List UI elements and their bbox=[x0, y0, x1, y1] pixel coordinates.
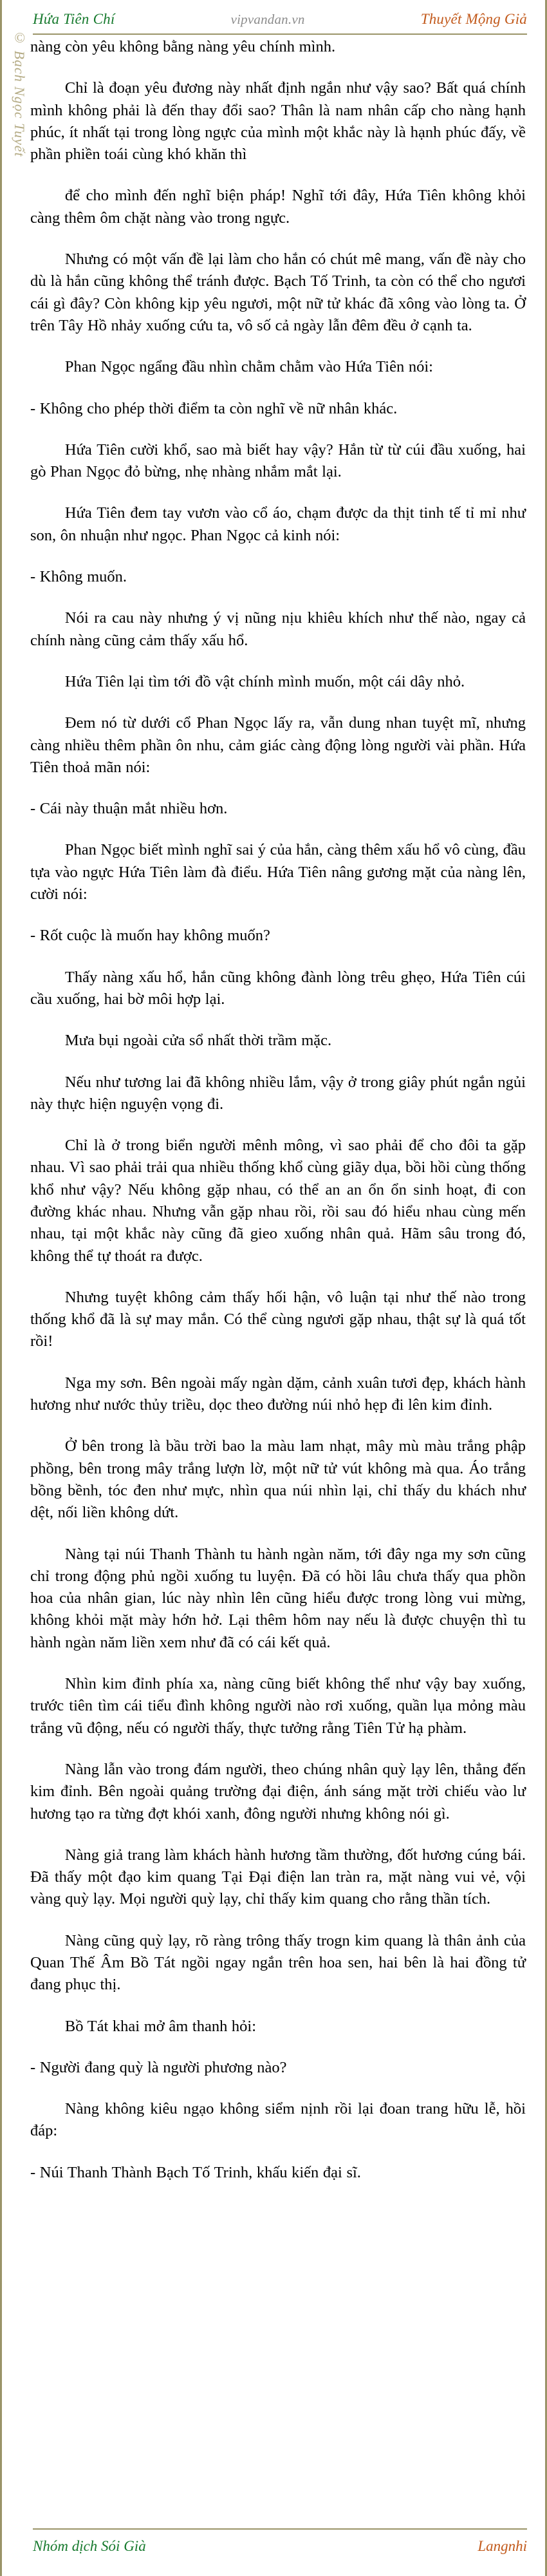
paragraph: Ở bên trong là bầu trời bao la màu lam nhạt, mây mù màu trắng phập phồng, bên trong mây trắng lượn lờ, một nữ tử vút không mà qua. Áo trắng bồng bềnh, tóc đen như mực, nhìn qua núi nhìn lại, chỉ thấy du khách như dệt, nối liền không dứt. bbox=[30, 1437, 526, 1522]
paragraph: Hứa Tiên lại tìm tới đồ vật chính mình muốn, một cái dây nhỏ. bbox=[64, 672, 465, 690]
header-author-name: Thuyết Mộng Giả bbox=[420, 11, 527, 27]
page-body bbox=[30, 36, 526, 2499]
dialogue-line: - Không cho phép thời điểm ta còn nghĩ về nữ nhân khác. bbox=[30, 399, 398, 417]
paragraph: Nga my sơn. Bên ngoài mấy ngàn dặm, cảnh xuân tươi đẹp, khách hành hương như nước thủy triều, dọc theo đường núi nhỏ hẹp đi lên kim đỉnh. bbox=[30, 1374, 526, 1414]
paragraph: Nàng lẫn vào trong đám người, theo chúng nhân quỳ lạy lên, thẳng đến kim đỉnh. Bên ngoài quảng trường đại điện, ánh sáng mặt trời chiếu vào lư hương tạo ra từng đợt khói xanh, đông người nhưng không nói gì. bbox=[30, 1760, 526, 1823]
dialogue-line: - Núi Thanh Thành Bạch Tố Trinh, khấu kiến đại sĩ. bbox=[30, 2163, 361, 2181]
paragraph: Đem nó từ dưới cổ Phan Ngọc lấy ra, vẫn dung nhan tuyệt mĩ, nhưng càng nhiều thêm phần ôn nhu, cảm giác càng động lòng người vài phần. Hứa Tiên thoả mãn nói: bbox=[30, 714, 526, 776]
copyright-watermark: © Bạch Ngọc Tuyết bbox=[12, 30, 28, 157]
footer-translator-group: Nhóm dịch Sói Già bbox=[33, 2538, 146, 2554]
dialogue-line: - Người đang quỳ là người phương nào? bbox=[30, 2058, 287, 2076]
paragraph: Chỉ là ở trong biển người mênh mông, vì sao phải để cho đôi ta gặp nhau. Vì sao phải trải qua nhiều thống khổ cùng giãy dụa, bồi hồi cùng thống khổ như vậy? Nếu không gặp nhau, có thể an an ổn ổn sinh hoạt, đi con đường khác nhau. Nhưng vẫn gặp nhau rồi, rồi sau đó hiểu nhau cùng mến nhau, tại một khắc này cũng đã gieo xuống nhân quả. Hãm sâu trong đó, không thể tự thoát ra được. bbox=[30, 1137, 526, 1265]
paragraph: Nàng không kiêu ngạo không siểm nịnh rồi lại đoan trang hữu lễ, hồi đáp: bbox=[30, 2100, 526, 2140]
paragraph: Mưa bụi ngoài cửa sổ nhất thời trầm mặc. bbox=[64, 1032, 332, 1050]
paragraph: để cho mình đến nghĩ biện pháp! Nghĩ tới đây, Hứa Tiên không khỏi càng thêm ôm chặt nàng vào trong ngực. bbox=[30, 187, 526, 227]
dialogue-line: - Không muốn. bbox=[30, 568, 127, 586]
paragraph: Hứa Tiên cười khổ, sao mà biết hay vậy? Hắn từ từ cúi đầu xuống, hai gò Phan Ngọc đỏ bừng, nhẹ nhàng nhắm mắt lại. bbox=[30, 440, 526, 481]
page-header bbox=[33, 5, 527, 35]
paragraph: nàng còn yêu không bằng nàng yêu chính mình. bbox=[30, 38, 336, 55]
paragraph: Nàng tại núi Thanh Thành tu hành ngàn năm, tới đây nga my sơn cũng chỉ trong động phủ ngồi xuống tu luyện. Đã có hồi lâu chưa thấy qua phồn hoa của nhân gian, lúc này nhìn lên cũng hiểu được trong lòng vui mừng, không khỏi mặt mày hớn hở. Lại thêm hôm nay nếu là được chuyện thì tu hành ngàn năm liền xem như đã có cái kết quả. bbox=[30, 1545, 526, 1651]
paragraph: Nhìn kim đỉnh phía xa, nàng cũng biết không thể như vậy bay xuống, trước tiên tìm cái tiểu đình không người nào rơi xuống, quần lụa mỏng màu trắng vũ động, nếu có người thấy, thực tưởng rằng Tiên Tử hạ phàm. bbox=[30, 1675, 526, 1737]
paragraph: Nàng cũng quỳ lạy, rõ ràng trông thấy trogn kim quang là thân ảnh của Quan Thế Âm Bồ Tát ngồi ngay ngắn trên hoa sen, hai bên là hai đồng tử đang phục thị. bbox=[30, 1931, 526, 1994]
footer-credit: Langnhi bbox=[477, 2538, 527, 2554]
dialogue-line: - Cái này thuận mắt nhiều hơn. bbox=[30, 800, 228, 818]
paragraph: Hứa Tiên đem tay vươn vào cổ áo, chạm được da thịt tinh tế tỉ mỉ như son, ôn nhuận như ngọc. Phan Ngọc cả kinh nói: bbox=[30, 504, 526, 544]
header-site-url: vipvandan.vn bbox=[230, 11, 305, 27]
paragraph: Nhưng có một vấn đề lại làm cho hắn có chút mê mang, vấn đề này cho dù là hắn cũng không thể tránh được. Bạch Tố Trinh, ta còn có thể cho ngươi cái gì đây? Còn không kịp yêu ngươi, một nữ tử khác đã xông vào lòng ta. Ở trên Tây Hồ nhảy xuống cứu ta, vô số cả ngày lẫn đêm đều ở cạnh ta. bbox=[30, 251, 526, 334]
paragraph: Chỉ là đoạn yêu đương này nhất định ngắn như vậy sao? Bất quá chính mình không phải là đến thay đổi sao? Thân là nam nhân cấp cho nàng hạnh phúc, ít nhất tại trong lòng ngực của mình một khắc này là hạnh phúc đấy, về phần phiền toái cùng khó khăn thì bbox=[30, 79, 526, 164]
paragraph: Thấy nàng xấu hổ, hắn cũng không đành lòng trêu ghẹo, Hứa Tiên cúi cầu xuống, hai bờ môi hợp lại. bbox=[30, 968, 526, 1008]
paragraph: Bồ Tát khai mở âm thanh hỏi: bbox=[64, 2017, 257, 2035]
header-book-title: Hứa Tiên Chí bbox=[33, 11, 115, 27]
paragraph: Phan Ngọc biết mình nghĩ sai ý của hắn, càng thêm xấu hổ vô cùng, đầu tựa vào ngực Hứa Tiên làm đà điểu. Hứa Tiên nâng gương mặt của nàng lên, cười nói: bbox=[30, 841, 526, 904]
paragraph: Nàng giả trang làm khách hành hương tầm thường, đốt hương cúng bái. Đã thấy một đạo kim quang Tại Đại điện lan tràn ra, mặt nàng vui vẻ, vội vàng quỳ lạy. Mọi người quỳ lạy, chỉ thấy kim quang cho rằng thần tích. bbox=[30, 1846, 526, 1908]
paragraph: Nếu như tương lai đã không nhiều lắm, vậy ở trong giây phút ngắn ngủi này thực hiện nguyện vọng đi. bbox=[30, 1073, 526, 1113]
paragraph: Nói ra cau này nhưng ý vị nũng nịu khiêu khích như thế nào, ngay cả chính nàng cũng cảm thấy xấu hổ. bbox=[30, 609, 526, 649]
paragraph: Phan Ngọc ngẩng đầu nhìn chằm chằm vào Hứa Tiên nói: bbox=[64, 358, 433, 376]
page-footer bbox=[33, 2528, 527, 2559]
paragraph: Nhưng tuyệt không cảm thấy hối hận, vô luận tại như thế nào trong thống khổ đã là sự may mắn. Có thể cùng ngươi gặp nhau, thật sự là quá tốt rồi! bbox=[30, 1288, 526, 1350]
dialogue-line: - Rốt cuộc là muốn hay không muốn? bbox=[30, 927, 270, 945]
